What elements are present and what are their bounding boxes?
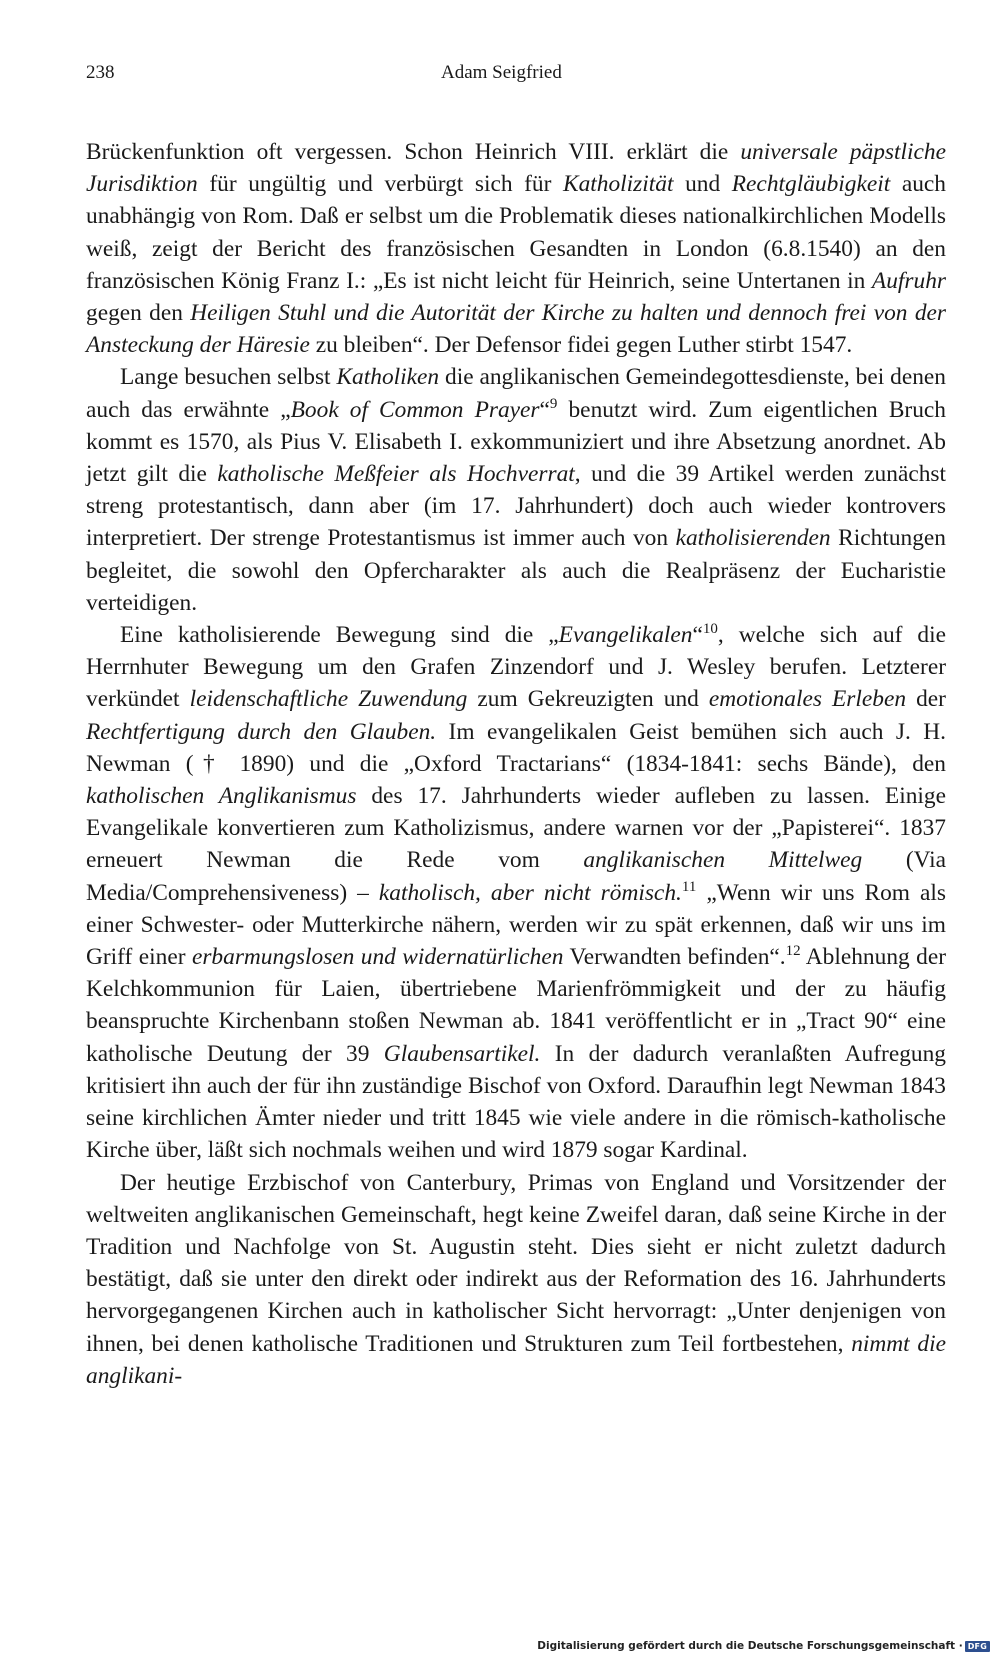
emphasis: universale päpstliche Jurisdiktion	[86, 139, 946, 198]
emphasis: nimmt die anglikani-	[86, 1330, 946, 1389]
emphasis: Katholiken	[336, 364, 440, 391]
emphasis: emotionales Erleben	[708, 686, 907, 713]
text-run: , welche sich auf die Herrnhuter Bewegung um den Grafen Zinzendorf und J. Wesley berufen. Letzterer verkündet	[86, 622, 946, 713]
text-run: zum Gekreuzigten und	[467, 686, 709, 713]
footnote-ref: 12	[785, 943, 801, 960]
emphasis: Katholizität	[563, 171, 674, 198]
text-run: gegen den	[86, 300, 191, 327]
digitization-credit	[537, 1640, 990, 1652]
footnote-ref: 9	[549, 395, 558, 412]
page-number: 238	[86, 62, 115, 83]
text-run: benutzt wird. Zum eigentlichen Bruch kommt es 1570, als Pius V. Elisabeth I. exkommuniziert und ihre Absetzung anordnet. Ab jetzt gilt die	[86, 396, 946, 488]
emphasis: katholisch, aber nicht römisch.	[378, 879, 682, 906]
emphasis: katholischen Anglikanismus	[86, 783, 357, 810]
text-run: Eine katholisierende Bewegung sind die „	[120, 622, 559, 649]
text-run: Ablehnung der Kelchkommunion für Laien, übertriebene Marienfrömmigkeit und der zu häufig beanspruchte Kirchenbann stoßen Newman ab. 1841 veröffentlicht er in „Tract 90“ eine katholische Deutung der 39	[86, 944, 947, 1067]
paragraph	[86, 1167, 946, 1392]
text-run: Lange besuchen selbst	[120, 364, 337, 391]
text-run: des 17. Jahrhunderts wieder aufleben zu lassen. Einige Evangelikale konvertieren zum Katholizismus, andere warnen vor der „Papisterei“. 1837 erneuert Newman die Rede vom	[86, 783, 946, 874]
text-run: und	[673, 171, 732, 198]
footnote-ref: 10	[702, 621, 718, 638]
text-run: , und die 39 Artikel werden zunächst streng protestantisch, dann aber (im 17. Jahrhundert) doch auch wieder kontrovers interpretiert. Der strenge Protestantismus ist immer auch von	[86, 461, 947, 552]
emphasis: erbarmungslosen und widernatürlichen	[191, 944, 564, 971]
text-run: zu bleiben“. Der Defensor fidei gegen Luther stirbt 1547.	[309, 332, 853, 359]
emphasis: Rechtgläubigkeit	[731, 171, 891, 198]
text-run: “	[692, 622, 703, 649]
text-run: „Wenn wir uns Rom als einer Schwester- oder Mutterkirche nähern, werden wir zu spät erkennen, daß wir uns im Griff einer	[86, 879, 947, 971]
emphasis: Evangelikalen	[558, 622, 693, 649]
dfg-logo-icon: DFG	[965, 1641, 990, 1652]
text-run: Verwandten befinden“.	[563, 944, 786, 971]
footnote-ref: 11	[681, 878, 697, 895]
emphasis: katholisierenden	[675, 525, 831, 552]
running-title: Adam Seigfried	[441, 62, 562, 83]
text-run: (Via Media/Comprehensiveness) –	[86, 847, 946, 906]
emphasis: Glaubensartikel.	[383, 1040, 541, 1067]
emphasis: katholische Meßfeier als Hochverrat	[217, 461, 575, 488]
text-run: Im evangelikalen Geist bemühen sich auch J. H. Newman († 1890) und die „Oxford Tractarians“ (1834-1841: sechs Bände), den	[86, 718, 946, 777]
text-run: Brückenfunktion oft vergessen. Schon Heinrich VIII. erklärt die	[86, 139, 741, 165]
text-run: In der dadurch veranlaßten Aufregung kritisiert ihn auch der für ihn zuständige Bischof von Oxford. Daraufhin legt Newman 1843 seine kirchlichen Ämter nieder und tritt 1845 wie viele andere in die römisch-katholische Kirche über, läßt sich nochmals weihen und wird 1879 sogar Kardinal.	[86, 1040, 946, 1164]
emphasis: Aufruhr	[871, 267, 946, 294]
emphasis: anglikanischen Mittelweg	[583, 847, 863, 874]
emphasis: Rechtfertigung durch den Glauben.	[86, 718, 437, 745]
emphasis: Book of Common Prayer	[290, 396, 540, 423]
text-run: auch unabhängig von Rom. Daß er selbst um die Problematik dieses nationalkirchlichen Modells weiß, zeigt der Bericht des französischen Gesandten in London (6.8.1540) an den französischen König Franz I.: „Es ist nicht leicht für Heinrich, seine Untertanen in	[86, 171, 946, 294]
text-run: die anglikanischen Gemeindegottesdienste, bei denen auch das erwähnte „	[86, 364, 946, 423]
emphasis: leidenschaftliche Zuwendung	[189, 686, 468, 713]
text-run: Richtungen begleitet, die sowohl den Opfercharakter als auch die Realpräsenz der Eucharistie verteidigen.	[86, 525, 946, 616]
paragraph	[86, 136, 946, 361]
text-run: “	[539, 396, 550, 423]
text-run: der	[906, 686, 946, 713]
paragraph	[86, 619, 946, 1166]
emphasis: Heiligen Stuhl und die Autorität der Kirche zu halten und dennoch frei von der Ansteckung der Häresie	[86, 300, 946, 359]
text-run: Der heutige Erzbischof von Canterbury, Primas von England und Vorsitzender der weltweiten anglikanischen Gemeinschaft, hegt keine Zweifel daran, daß seine Kirche in der Tradition und Nachfolge von St. Augustin steht. Dies sieht er nicht zuletzt dadurch bestätigt, daß sie unter den direkt oder indirekt aus der Reformation des 16. Jahrhunderts hervorgegangenen Kirchen auch in katholischer Sicht hervorragt: „Unter denjenigen von ihnen, bei denen katholische Traditionen und Strukturen zum Teil fortbestehen,	[86, 1169, 946, 1357]
running-head	[86, 62, 946, 92]
body-text	[86, 136, 946, 1392]
text-run: für ungültig und verbürgt sich für	[197, 171, 563, 198]
credit-text: Digitalisierung gefördert durch die Deutsche Forschungsgemeinschaft ·	[537, 1640, 963, 1652]
paragraph	[86, 361, 946, 619]
